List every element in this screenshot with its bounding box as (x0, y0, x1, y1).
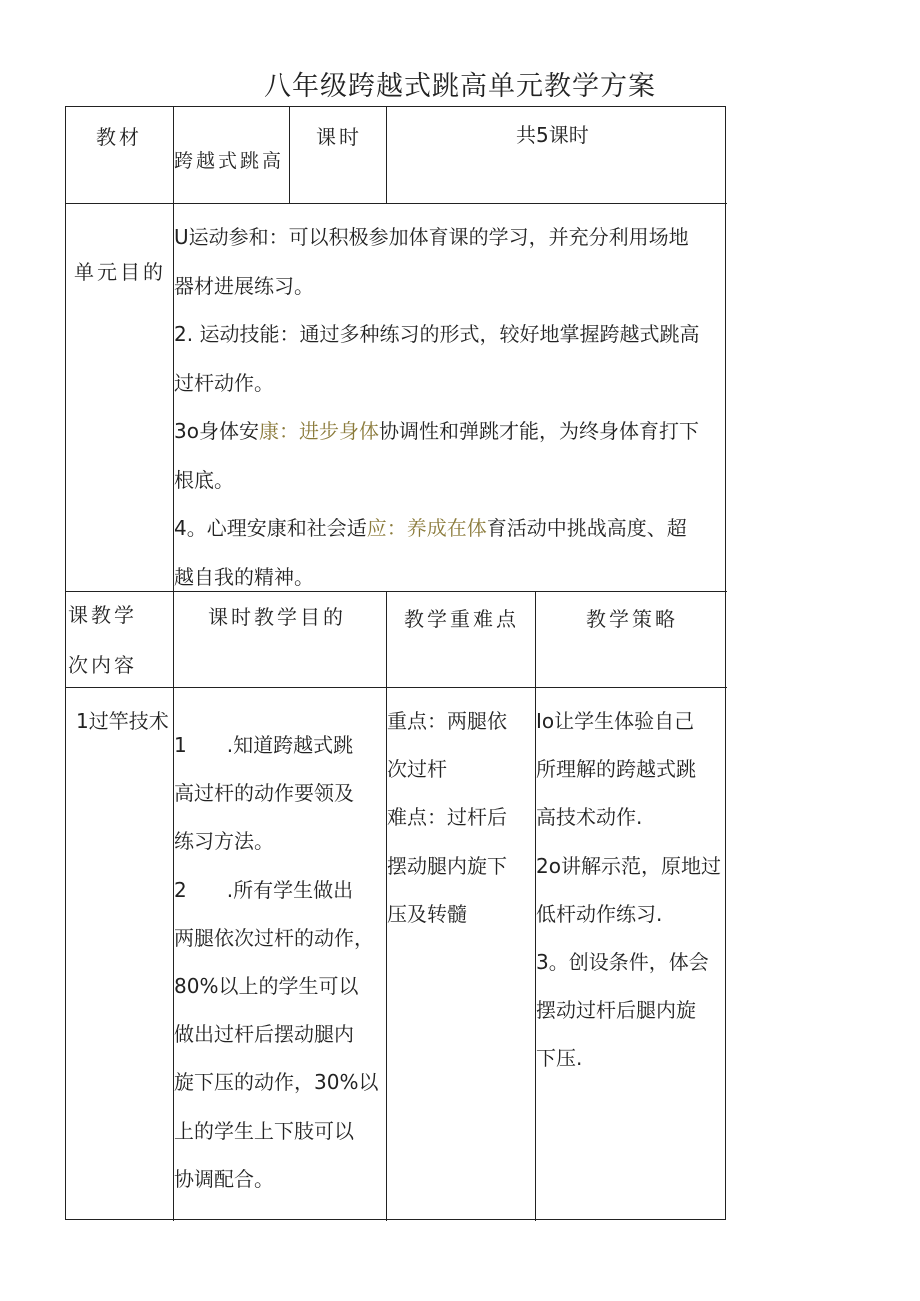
goals-line: 1 .知道跨越式跳 (174, 733, 354, 757)
column-strategy: 教学策略 (586, 607, 678, 631)
strategy-line: 高技术动作. (536, 805, 643, 830)
points-line: 次过杆 (387, 757, 447, 782)
label-unit-goal: 单元目的 (74, 260, 166, 284)
row-divider (66, 687, 727, 688)
unit-goal-line: U运动参和：可以积极参加体育课的学习，并充分利用场地 (174, 225, 689, 249)
unit-goal-line: 2. 运动技能：通过多种练习的形式，较好地掌握跨越式跳高 (174, 322, 700, 346)
unit-goal-highlight: 应：养成在体 (366, 516, 487, 540)
strategy-line: 3。创设条件，体会 (536, 950, 709, 975)
strategy-line: 下压. (536, 1046, 583, 1071)
strategy-line: 2o讲解示范，原地过 (536, 853, 721, 878)
goals-line: 高过杆的动作要领及 (174, 781, 354, 806)
strategy-line: 摆动过杆后腿内旋 (536, 998, 696, 1023)
goals-line: 练习方法。 (174, 829, 274, 854)
goals-line: 2 .所有学生做出 (174, 877, 354, 902)
lesson-goals (174, 721, 384, 1203)
document-title: 八年级跨越式跳高单元教学方案 (264, 71, 656, 102)
unit-goal-line: 过杆动作。 (174, 370, 274, 395)
label-material: 教材 (96, 125, 142, 149)
unit-goal-line: 根底。 (174, 467, 234, 492)
column-divider (386, 107, 387, 203)
points-line: 压及转髓 (387, 901, 467, 926)
row-divider (66, 203, 727, 204)
lesson-content: 1过竿技术 (76, 709, 169, 733)
points-line: 难点：过杆后 (387, 805, 507, 830)
column-key-points: 教学重难点 (404, 607, 519, 631)
points-line: 摆动腿内旋下 (387, 853, 507, 878)
unit-goal-line (174, 407, 726, 456)
value-material: 跨越式跳高 (174, 150, 285, 172)
unit-goal-line (174, 504, 726, 553)
goals-line: 做出过杆后摆动腿内 (174, 1022, 354, 1047)
lesson-strategy (536, 697, 726, 1083)
label-hours: 课时 (316, 125, 362, 149)
lesson-key-points (387, 697, 534, 938)
column-lesson-content-line1: 课教学 (68, 603, 137, 627)
column-lesson-goals: 课时教学目的 (208, 605, 346, 629)
unit-goal-highlight: 康：进步身体 (258, 419, 379, 443)
unit-goal-text-part: 3o身体安 (174, 419, 259, 443)
goals-line: 上的学生上下肢可以 (174, 1118, 354, 1143)
unit-goal-line: 器材进展练习。 (174, 273, 314, 298)
unit-goal-line: 越自我的精神。 (174, 564, 314, 589)
column-lesson-content-line2: 次内容 (68, 653, 137, 677)
unit-goal-text-part: 协调性和弹跳才能，为终身体育打下 (378, 419, 699, 443)
column-divider (289, 107, 290, 203)
points-line: 重点：两腿依 (387, 709, 507, 733)
goals-line: 协调配合。 (174, 1166, 274, 1191)
unit-goal-text (174, 213, 726, 601)
unit-goal-text-part: 4。心理安康和社会适 (174, 516, 367, 540)
strategy-line: 所理解的跨越式跳 (536, 757, 696, 782)
unit-goal-text-part: 育活动中挑战高度、超 (486, 516, 687, 540)
strategy-line: 低杆动作练习. (536, 901, 663, 926)
strategy-line: Io让学生体验自己 (536, 709, 695, 733)
plan-table (65, 106, 726, 1220)
goals-line: 80%以上的学生可以 (174, 974, 359, 999)
value-hours: 共5课时 (516, 123, 589, 147)
goals-line: 旋下压的动作，30%以 (174, 1070, 379, 1095)
goals-line: 两腿依次过杆的动作， (174, 925, 374, 950)
